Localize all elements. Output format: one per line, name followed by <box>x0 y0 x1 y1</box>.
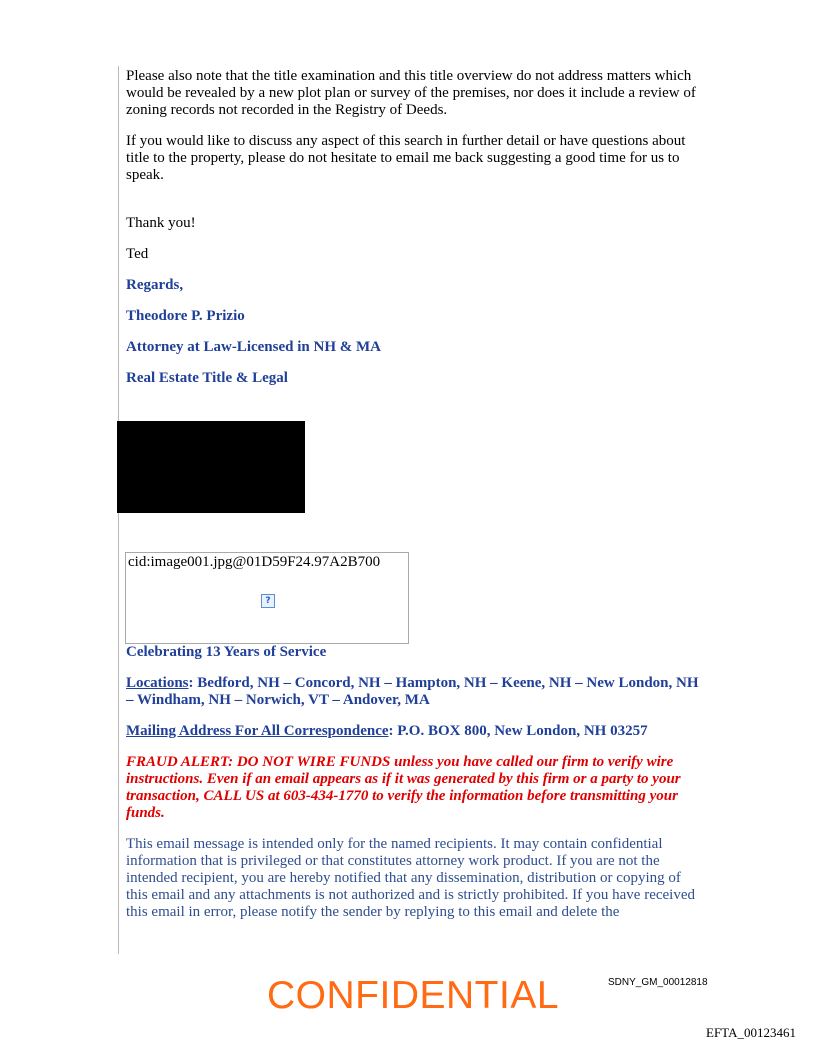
paragraph-discuss: If you would like to discuss any aspect of this search in further detail or have questions about title to the property, please do not hesitate to email me back suggesting a good time for us to speak. <box>126 133 686 183</box>
fraud-alert: FRAUD ALERT: DO NOT WIRE FUNDS unless you have called our firm to verify wire instructions. Even if an email appears as if it was generated by this firm or a party to your transaction, CALL US at 603-434-1770 to verify the information before transmitting your funds. <box>126 754 681 821</box>
celebrating-text: Celebrating 13 Years of Service <box>126 644 327 660</box>
broken-image-icon[interactable]: ? <box>261 594 275 608</box>
thank-you-text: Thank you! <box>126 215 196 231</box>
mailing-address <box>126 723 706 740</box>
bates-number: SDNY_GM_00012818 <box>608 977 708 988</box>
signature-image-placeholder <box>125 552 409 644</box>
locations-label: Locations <box>126 675 189 691</box>
efta-number: EFTA_00123461 <box>706 1025 796 1040</box>
paragraph-title-exam: Please also note that the title examination and this title overview do not address matters which would be revealed by a new plot plan or survey of the premises, nor does it include a review of zoning records not recorded in the Registry of Deeds. <box>126 68 696 118</box>
mailing-label: Mailing Address For All Correspondence <box>126 723 389 739</box>
confidential-stamp: CONFIDENTIAL <box>267 974 560 1017</box>
signature-dept: Real Estate Title & Legal <box>126 370 288 386</box>
locations-list: : Bedford, NH – Concord, NH – Hampton, NH – Keene, NH – New London, NH – Windham, NH – Norwich, VT – Andover, MA <box>126 675 699 708</box>
disclaimer: This email message is intended only for the named recipients. It may contain confidential information that is privileged or that constitutes attorney work product. If you are not the intended recipient, you are hereby notified that any dissemination, distribution or copying of this email and any attachments is not authorized and is strictly prohibited. If you have received this email in error, please notify the sender by replying to this email and delete the <box>126 836 695 920</box>
redaction-block <box>117 421 305 513</box>
mailing-text: : P.O. BOX 800, New London, NH 03257 <box>388 723 648 739</box>
sign-name: Ted <box>126 246 149 262</box>
image-alt-text: cid:image001.jpg@01D59F24.97A2B700 <box>128 554 381 570</box>
regards-text: Regards, <box>126 277 184 293</box>
signature-name: Theodore P. Prizio <box>126 308 245 324</box>
signature-title: Attorney at Law-Licensed in NH & MA <box>126 339 381 355</box>
locations-text <box>126 675 706 709</box>
